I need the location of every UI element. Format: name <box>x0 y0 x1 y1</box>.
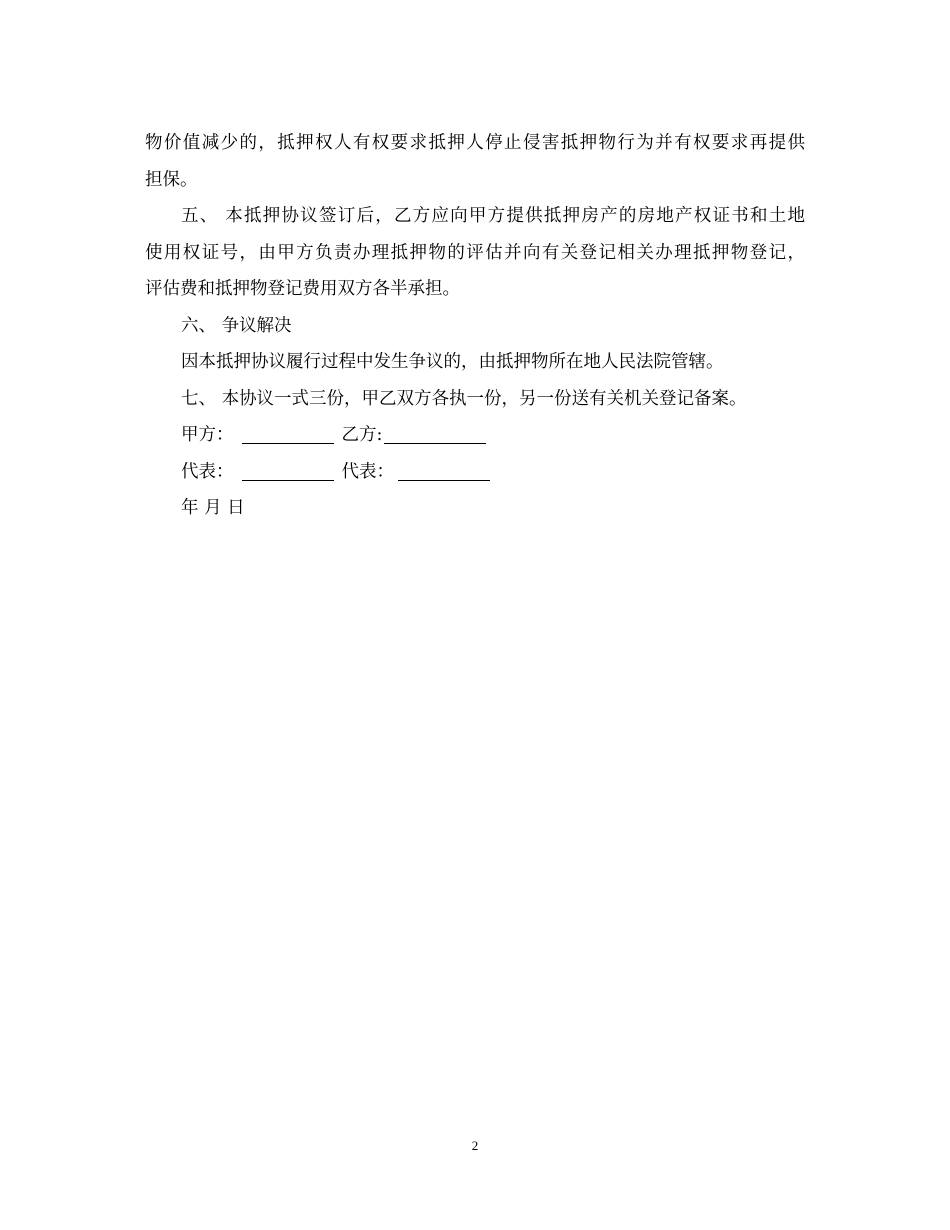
party-a-label: 甲方： <box>181 425 234 445</box>
page-number: 2 <box>471 1138 479 1153</box>
party-a-signature-blank <box>242 423 334 444</box>
paragraph-continuation-line-2: 担保。 <box>145 169 198 190</box>
representative-a-signature-blank <box>242 460 334 481</box>
representative-a-label: 代表： <box>181 461 234 482</box>
section-5-line-3: 评估费和抵押物登记费用双方各半承担。 <box>145 279 460 299</box>
signature-party-row <box>145 417 805 454</box>
section-7-body: 七、 本协议一式三份，甲乙双方各执一份，另一份送有关机关登记备案。 <box>181 388 747 409</box>
representative-b-label: 代表： <box>341 461 394 482</box>
section-5-line-1: 五、 本抵押协议签订后，乙方应向甲方提供抵押房产的房地产权证书和土地 <box>181 206 805 226</box>
section-6-body: 因本抵押协议履行过程中发生争议的，由抵押物所在地人民法院管辖。 <box>181 352 724 372</box>
signature-date-line: 年 月 日 <box>181 498 245 518</box>
party-b-signature-blank <box>384 423 486 444</box>
document-body <box>145 125 805 527</box>
representative-b-signature-blank <box>398 460 490 481</box>
signature-representative-row <box>145 454 805 491</box>
section-6-heading: 六、 争议解决 <box>181 315 292 336</box>
party-b-label: 乙方: <box>341 425 383 445</box>
section-5-line-2: 使用权证号，由甲方负责办理抵押物的评估并向有关登记相关办理抵押物登记， <box>145 242 805 263</box>
paragraph-continuation-line-1: 物价值减少的，抵押权人有权要求抵押人停止侵害抵押物行为并有权要求再提供 <box>145 133 805 153</box>
